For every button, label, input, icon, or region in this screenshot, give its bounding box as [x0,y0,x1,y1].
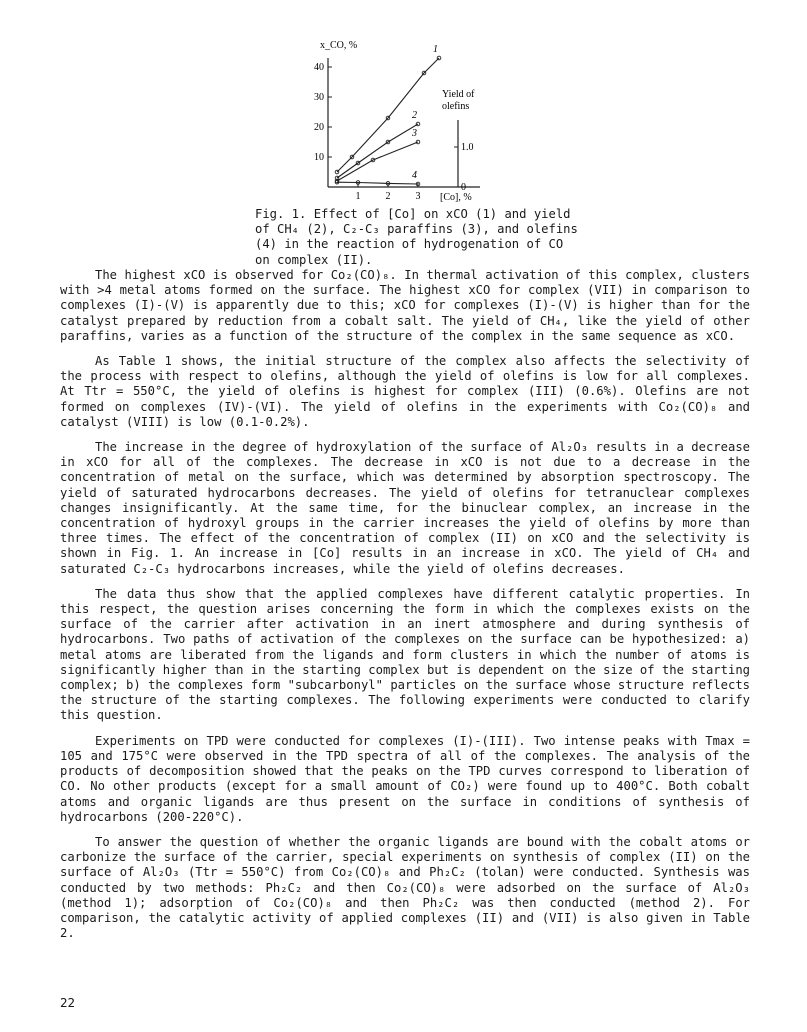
y-tick-label: 30 [314,92,324,103]
series-line-2 [337,124,418,178]
x-tick-label: 2 [385,191,391,202]
series-label: 2 [412,110,417,121]
paragraph-1: The highest xCO is observed for Co₂(CO)₈. In thermal activation of this complex, clusters with >4 metal atoms formed on the surface. The highest xCO for complex (VII) in comparison to complexes (I)-(V) is apparently due to this; xCO for complexes (I)-(V) is higher than for the catalyst prepared by reduction from a cobalt salt. The yield of CH₄, like the yield of other paraffins, varies as a function of the structure of the complex in the same sequence as xCO. [60,268,750,343]
series-label: 1 [433,44,438,55]
right-tick-label: 0 [461,182,466,193]
right-axis-label-1: Yield of [442,89,475,100]
figure-1-chart [300,30,500,210]
series-label: 4 [412,170,417,181]
caption-line: of CH₄ (2), C₂-C₃ paraffins (3), and olefins [255,222,578,237]
x-tick-label: 1 [355,191,361,202]
paragraph-3: The increase in the degree of hydroxylation of the surface of Al₂O₃ results in a decrease in xCO for all of the complexes. The decrease in xCO is not due to a decrease in the concentration of metal on the surface, which was determined by absorption spectroscopy. The yield of saturated hydrocarbons decreases. The yield of olefins for tetranuclear complexes changes insignificantly. At the same time, for the binuclear complex, an increase in the concentration of hydroxyl groups in the carrier increases the yield of olefins by more than three times. The effect of the concentration of complex (II) on xCO and the selectivity is shown in Fig. 1. An increase in [Co] results in an increase in xCO. The yield of CH₄ and saturated C₂-C₃ hydrocarbons increases, while the yield of olefins decreases. [60,440,750,576]
paragraph-6: To answer the question of whether the organic ligands are bound with the cobalt atoms or carbonize the surface of the carrier, special experiments on synthesis of complex (II) on the surface of Al₂O₃ (Ttr = 550°C) from Co₂(CO)₈ and Ph₂C₂ (tolan) were conducted. Synthesis was conducted by two methods: Ph₂C₂ and then Co₂(CO)₈ were adsorbed on the surface of Al₂O₃ (method 1); adsorption of Co₂(CO)₈ and then Ph₂C₂ was then conducted (method 2). For comparison, the catalytic activity of applied complexes (II) and (VII) is also given in Table 2. [60,834,750,941]
y-tick-label: 20 [314,122,324,133]
series-line-3 [337,142,418,181]
paragraph-5: Experiments on TPD were conducted for complexes (I)-(III). Two intense peaks with Tmax = 105 and 175°C were observed in the TPD spectra of all of the complexes. The analysis of the products of decomposition showed that the peaks on the TPD curves correspond to liberation of CO. No other products (except for a small amount of CO₂) were found up to 400°C. Both cobalt atoms and organic ligands are thus present on the surface in conditions of synthesis of hydrocarbons (200-220°C). [60,733,750,824]
paragraph-2: As Table 1 shows, the initial structure of the complex also affects the selectivity of the process with respect to olefins, although the yield of olefins is low for all complexes. At Ttr = 550°C, the yield of olefins is highest for complex (III) (0.6%). Olefins are not formed on complexes (IV)-(VI). The yield of olefins in the experiments with Co₂(CO)₈ and catalyst (VIII) is low (0.1-0.2%). [60,354,750,429]
page-number: 22 [60,995,76,1010]
series-line-4 [337,182,418,184]
figure-caption [255,207,595,268]
caption-line: Fig. 1. Effect of [Co] on xCO (1) and yield [255,207,571,221]
body-text [60,268,750,951]
x-tick-label: 3 [415,191,421,202]
series-label: 3 [412,128,417,139]
caption-line: (4) in the reaction of hydrogenation of CO [255,237,564,252]
y-axis-label: x_CO, % [320,40,358,51]
paragraph-4: The data thus show that the applied complexes have different catalytic properties. In this respect, the question arises concerning the form in which the complexes exists on the surface of the carrier after activation in an inert atmosphere and during synthesis of hydrocarbons. Two paths of activation of the complexes on the surface can be hypothesized: a) metal atoms are liberated from the ligands and form clusters in which the number of atoms is significantly higher than in the starting complex but is dependent on the size of the starting complex; b) the complexes form "subcarbonyl" particles on the surface whose structure reflects the structure of the starting complexes. The following experiments were conducted to clarify this question. [60,586,750,723]
right-axis-label-2: olefins [442,101,470,112]
x-axis-label: [Co], % [440,192,472,203]
y-tick-label: 40 [314,62,324,73]
y-tick-label: 10 [314,152,324,163]
figure-1 [300,30,500,210]
right-tick-label: 1.0 [461,142,474,153]
caption-line: on complex (II). [255,252,373,267]
